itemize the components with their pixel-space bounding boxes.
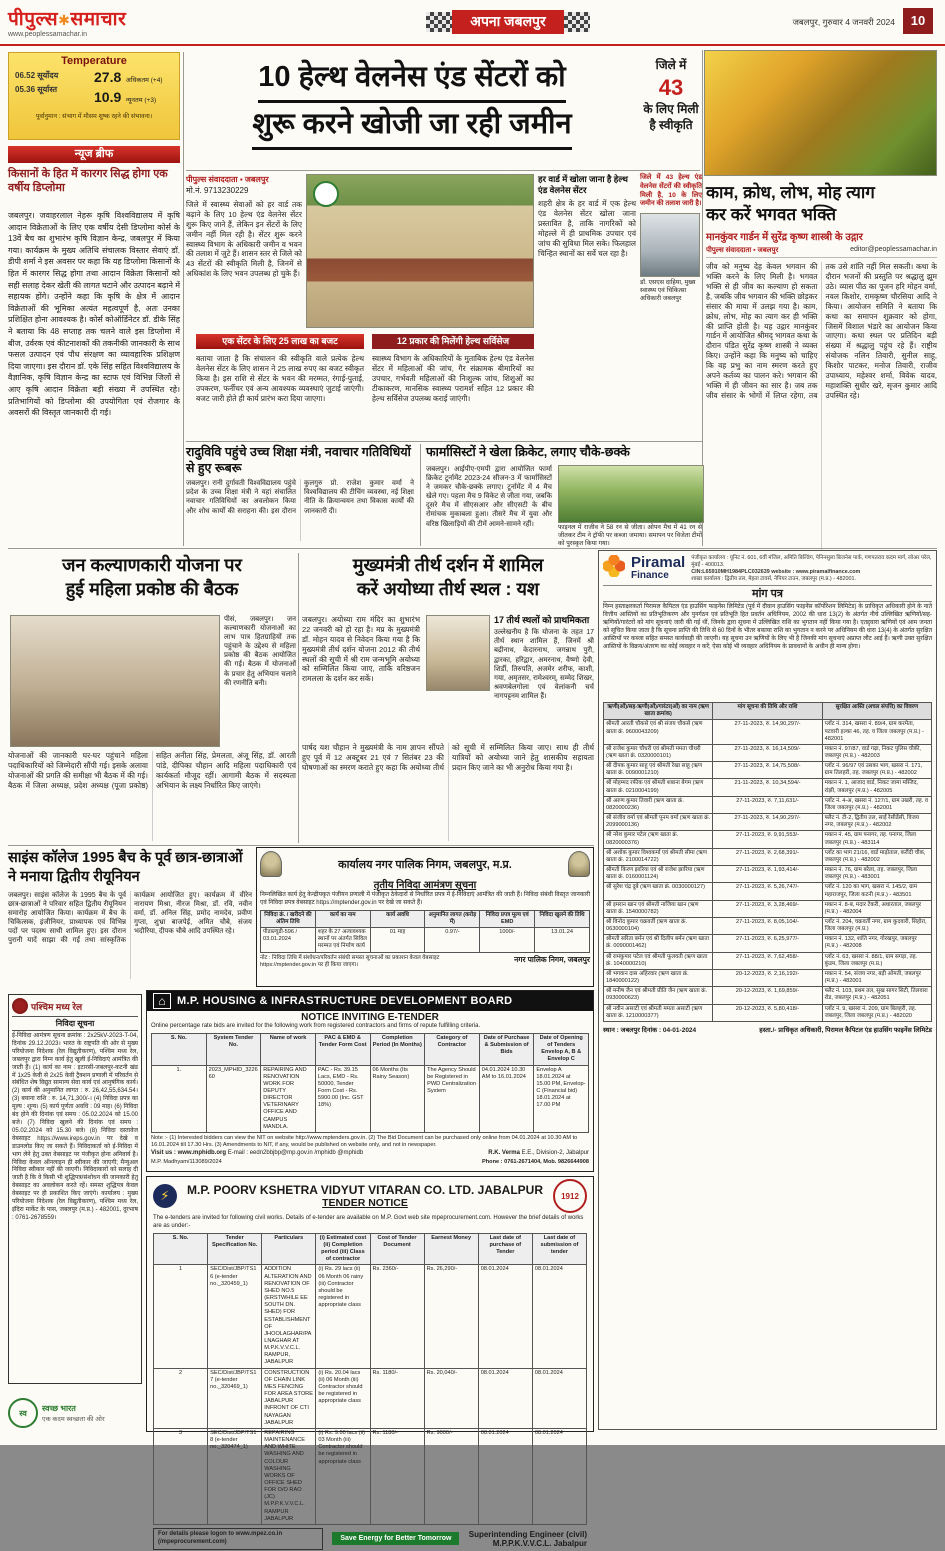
piramal-table-row	[604, 814, 932, 831]
official-quote-column	[640, 174, 702, 440]
piramal-table-row	[604, 900, 932, 917]
services-bar: 12 प्रकार की मिलेंगी हेल्थ सर्विसेज	[372, 334, 534, 349]
science-headline: साइंस कॉलेज 1995 बैच के पूर्व छात्र-छात्राओं ने मनाया द्वितीय रीयूनियन	[8, 850, 243, 885]
poorv-cell-sno: 2	[154, 1368, 208, 1428]
poorv-notice-title: TENDER NOTICE	[322, 1197, 408, 1209]
edition-dateline: जबलपुर, गुरुवार 4 जनवरी 2024	[792, 17, 895, 27]
piramal-cell-notice: 20-12-2023, रु. 2,16,192/-	[713, 969, 822, 986]
lead-byline-block	[186, 174, 302, 196]
bhagwat-katha-photo	[704, 50, 937, 176]
piramal-cell-property: प्लॉट नं. 9, खसरा नं. 209, ग्राम बिलहरी, तह. जबलपुर, जिला जबलपुर (म.प्र.) - 482020	[822, 1004, 931, 1021]
piramal-cell-property: प्लॉट नं. 4-अ, खसरा नं. 127/1, ग्राम उखरी, तह. व जिला जबलपुर (म.प्र.) - 482001	[822, 796, 931, 813]
poorv-cell-submit: 08.01.2024	[532, 1368, 586, 1428]
piramal-cell-notice: 27-11-2023, रु. 14,75,508/-	[713, 762, 822, 779]
piramal-cell-property: मकान नं. 54, संजय नगर, बड़ी ओमती, जबलपुर (म.प्र.) - 482001	[822, 969, 931, 986]
bhagwat-email: editor@peoplessamachar.in	[850, 246, 937, 254]
sunrise-time: 06.52 सूर्योदय	[15, 71, 59, 80]
piramal-table-row	[604, 779, 932, 796]
housing-visit: Visit us : www.mphidb.org	[151, 1150, 227, 1157]
poorv-cell-cost: Rs. 1180/-	[370, 1428, 424, 1524]
lead-headline	[186, 56, 638, 166]
poorv-table-header-cell: Particulars	[262, 1233, 316, 1265]
newspaper-logo	[8, 5, 188, 43]
nigam-table-header-cell: निविदा प्रपत्र मूल्य एवं EMD	[480, 910, 535, 927]
poorv-cell-purchase: 08.01.2024	[478, 1265, 532, 1368]
poorv-table-header-cell: Earnest Money	[424, 1233, 478, 1265]
official-caption: डॉ. एसएस दाहिया, मुख्य स्वास्थ्य एवं चिकित्सा अधिकारी जबलपुर	[640, 279, 696, 303]
poorv-table-header-cell: Last date of submission of tender	[532, 1233, 586, 1265]
checker-pattern-right	[564, 12, 590, 32]
swachh-bharat-icon: स्व	[8, 1398, 38, 1428]
piramal-cell-property: मकान नं. 97/87, वार्ड गढ़ा, निकट पुलिस चौकी, जबलपुर (म.प्र.) - 482003	[822, 744, 931, 761]
lead-headline-line2: शुरू करने खोजी जा रही जमीन	[252, 103, 571, 150]
sun-star-icon: ✱	[58, 12, 71, 28]
piramal-table-body	[604, 720, 932, 1021]
women-article	[8, 553, 296, 843]
piramal-table	[603, 702, 932, 1022]
yash-chauhan-photo	[426, 615, 490, 691]
piramal-cell-name: श्रीमती आरती चौकसे एवं श्री संजय चौकसे (ऋण खाता क्रं. 9600043209)	[604, 720, 713, 744]
housing-table-row	[152, 1065, 589, 1132]
housing-phone: Phone : 0761-2671404, Mob. 9826644908	[482, 1159, 589, 1166]
approval-note-number: 43	[658, 74, 684, 100]
official-quote: जिले में 43 हेल्थ एंड वेलनेस सेंटरों की स्वीकृति मिली है, 10 के लिए जमीन की तलाश जारी है।	[640, 174, 702, 208]
page-number-badge: 10	[903, 8, 933, 34]
housing-officer2: E.E., Division-2, Jabalpur	[521, 1150, 589, 1157]
wcr-logo-icon	[12, 998, 28, 1014]
women-body-side: पीसं, जबलपुर। जन कल्याणकारी योजनाओं का लाभ पात्र हितग्राहियों तक पहुंचाने के उद्देश्य से महिला प्रकोष्ठ की बैठक आयोजित की गई। बैठक में योजनाओं के प्रचार हेतु अभियान चलाने की रणनीति बनी।	[224, 616, 296, 687]
budget-bar: एक सेंटर के लिए 25 लाख का बजट	[196, 334, 364, 349]
piramal-table-row	[604, 952, 932, 969]
piramal-brand-1: Piramal	[631, 554, 686, 571]
poorv-table-header-cell: Cost of Tender Document	[370, 1233, 424, 1265]
piramal-cell-property: फ्लैट नं. टी-2, द्वितीय तल, साईं रेसीडेंसी, विजय नगर, जबलपुर (म.प्र.) - 482002	[822, 814, 931, 831]
nigam-table-header-cell: कार्य का नाम	[315, 910, 370, 927]
piramal-demand-title: मांग पत्र	[603, 585, 932, 602]
mphidb-logo-icon: ⌂	[153, 993, 171, 1009]
piramal-table-row	[604, 917, 932, 934]
bhagwat-headline-line1: काम, क्रोध, लोभ, मोह त्याग	[706, 183, 875, 202]
piramal-cell-property: प्लॉट नं. 204, चक्रवर्ती नगर, ग्राम कुदवारी, सिहोरा, जिला जबलपुर (म.प्र.)	[822, 917, 931, 934]
cm-list: उल्लेखनीय है कि योजना के तहत 17 तीर्थ स्थान शामिल हैं, जिनमें श्री बद्रीनाथ, केदारनाथ, जगन्नाथ पुरी, द्वारका, हरिद्वार, अमरनाथ, वैष्णो देवी, शिर्डी, तिरुपति, अजमेर शरीफ, काशी, गया, अमृतसर, रामेश्वरम्, सम्मेद शिखर, श्रवणबेलगोला एवं वेलांकनी चर्च नागपट्टनम शामिल हैं।	[494, 629, 594, 700]
nigam-table-header-cell: कार्य अवधि	[370, 910, 425, 927]
nigam-office-title: कार्यालय नगर पालिक निगम, जबलपुर, म.प्र.	[338, 858, 512, 871]
housing-madhyam: M.P. Madhyam/113089/2024	[151, 1159, 222, 1166]
poorv-cell-est: (i) Rs. 9.00 lacs (ii) 03 Month (iii) Contractor should be registered in appropriate class	[316, 1428, 370, 1524]
piramal-cell-notice: 27-11-2023, रु. 6,25,977/-	[713, 935, 822, 952]
poorv-table-header-cell: Last date of purchase of Tender	[478, 1233, 532, 1265]
cm-bottom: पार्षद यश चौहान ने मुख्यमंत्री के नाम ज्ञापन सौंपते हुए पूर्व में 12 अक्टूबर 21 एवं 7 सितंबर 23 की घोषणाओं का स्मरण कराते हुए कहा कि अयोध्या तीर्थ को सूची में सम्मिलित किया जाए। साथ ही तीर्थ यात्रियों को अयोध्या जाने हेतु शासकीय सहायता प्रदान किए जाने का भी अनुरोध किया गया है।	[302, 743, 594, 772]
piramal-cell-notice: 27-11-2023, रु. 3,28,469/-	[713, 900, 822, 917]
budget-body: बताया जाता है कि संचालन की स्वीकृति वाले प्रत्येक हेल्थ वेलनेस सेंटर के लिए शासन ने 25 लाख रुपए का बजट स्वीकृत किया है। इस राशि से सेंटर के भवन की मरम्मत, रंगाई-पुताई, उपकरण, फर्नीचर एवं अन्य आवश्यक व्यवस्थाएं जुटाई जाएंगी। बजट जारी होते ही कार्य प्रारंभ करा दिया जाएगा।	[196, 354, 364, 403]
max-temp: 27.8	[94, 69, 122, 85]
poorv-cell-cost: Rs. 1180/-	[370, 1368, 424, 1428]
est-1912-seal-icon: 1912	[553, 1179, 587, 1213]
piramal-cell-property: मकान नं. 1, आजाद वार्ड, निकट जामा मस्जिद, रांझी, जबलपुर (म.प्र.) - 482005	[822, 779, 931, 796]
housing-table-header-cell: S. No.	[152, 1033, 207, 1065]
logo-text	[8, 5, 188, 31]
poorv-cell-emd: Rs. 9000/-	[424, 1428, 478, 1524]
poorv-cell-purchase: 08.01.2024	[478, 1368, 532, 1428]
nigam-notice-title: तृतीय निविदा आमंत्रण सूचना	[373, 880, 477, 891]
bhagwat-headline	[706, 182, 937, 226]
housing-cell-tenderno: 2023_MPHID_322660	[206, 1065, 261, 1132]
cm-subhead: 17 तीर्थ स्थलों को प्राथमिकता	[494, 615, 590, 625]
piramal-address-2: CIN:L65910MH1984PLC032639 website : www.piramalfinance.com	[691, 569, 861, 576]
nigam-cell-period: 01 माह	[370, 928, 425, 952]
approval-note-pre: जिले में	[655, 58, 687, 72]
piramal-legal-text: निम्न हस्ताक्षरकर्ता पिरामल कैपिटल एंड हाउसिंग फाइनेंस लिमिटेड (पूर्व में दीवान हाउसिंग फाइनेंस कॉर्पोरेशन लिमिटेड) के प्राधिकृत अधिकारी होने के नाते वित्तीय आस्तियों का प्रतिभूतिकरण और पुनर्गठन एवं प्रतिभूति हित प्रवर्तन अधिनियम, 2002 की धारा 13(2) के अंतर्गत नीचे उल्लिखित ऋणियों/सह-ऋणियों/गारंटरों को मांग सूचनाएं जारी की गई थीं, जिनके द्वारा सूचना में उल्लिखित राशि का भुगतान नहीं किया गया है। एतद्द्वारा ऋणियों एवं आम जनता को सूचित किया जाता है कि सूचना प्राप्ति की तिथि से 60 दिनों के भीतर बकाया राशि का भुगतान न करने पर अधिनियम की धारा 13(4) के अंतर्गत सुरक्षित आस्तियों पर कब्जा सहित समस्त कार्यवाही की जाएगी। यह सूचना उन ऋणियों के लिए भी है जिनकी मांग सूचनाएं अप्राप्त लौट आई हैं। ऋणी उक्त सुरक्षित आस्तियों के विक्रय/अंतरण का कोई व्यवहार न करें; ऐसा कोई भी व्यवहार अधिनियम के प्रावधानों के अधीन ही मान्य होगा।	[603, 604, 932, 650]
poorv-sign1: Superintending Engineer (civil)	[468, 1529, 587, 1539]
poorv-cell-spec: SEC/Dist/JBP/TS17 (e-tender no._320469_1)	[208, 1368, 262, 1428]
housing-notice-title: NOTICE INVITING E-TENDER	[301, 1012, 439, 1023]
housing-table	[151, 1033, 589, 1133]
housing-cell-dates: 04.01.2024 10.30 AM to 16.01.2024	[479, 1065, 534, 1132]
official-portrait-photo	[640, 213, 700, 277]
piramal-cell-notice: 27-11-2023, रु. 16,14,509/-	[713, 744, 822, 761]
mahila-baithak-photo	[10, 615, 220, 747]
nigam-tender-box	[256, 847, 594, 987]
housing-social: /mphidb @mphidb	[314, 1150, 364, 1157]
piramal-cell-property: मकान नं. 132, शांति नगर, गोरखपुर, जबलपुर (म.प्र.) - 482008	[822, 935, 931, 952]
rdvv-article	[186, 445, 414, 546]
piramal-table-row	[604, 848, 932, 865]
poorv-table	[153, 1233, 587, 1525]
cm-right-column	[494, 615, 594, 737]
cm-tirth-article	[302, 553, 594, 843]
housing-board-title: M.P. HOUSING & INFRASTRUCTURE DEVELOPMENT BOARD	[177, 995, 513, 1007]
nigam-cell-no: पीडब्ल्यूडी-596 / 03.01.2024	[261, 928, 316, 952]
cricket-team-photo	[558, 465, 704, 523]
piramal-table-row	[604, 762, 932, 779]
piramal-table-header-row	[604, 703, 932, 720]
news-brief-section-header: न्यूज ब्रीफ	[8, 146, 180, 163]
bhagwat-byline: पीपुल्स संवाददाता ▪ जबलपुर	[706, 247, 779, 255]
news-brief-headline: किसानों के हित में कारगर सिद्ध होगा एक वर्षीय डिप्लोमा	[8, 168, 168, 194]
lead-body: जिले में स्वास्थ्य सेवाओं को हर वार्ड तक बढ़ाने के लिए 10 हेल्थ एंड वेलनेस सेंटर शुरू किए जाने हैं, लेकिन इन सेंटरों के लिए जमीन नहीं मिल रही है। सेंटर शुरू करने स्वास्थ्य विभाग के अधिकारी जमीन व भवन की तलाश में जुटे हैं। शासन स्तर से जिले को 43 सेंटरों की स्वीकृति मिली है, जिनमें से अधिकांश के लिए भवन उपलब्ध हो चुके हैं।	[186, 200, 302, 279]
poorv-cell-sno: 1	[154, 1265, 208, 1368]
edition-badge-group	[358, 10, 658, 34]
nigam-table-row	[261, 928, 590, 952]
nigam-cell-work: शहर के 27 अत्यावश्यक स्थानों पर अंतर्गत सिविल मरम्मत एवं निर्माण कार्य	[315, 928, 370, 952]
science-body: जबलपुर। साइंस कॉलेज के 1995 बैच के पूर्व छात्र-छात्राओं ने परिवार सहित द्वितीय रीयूनियन समारोह आयोजित किया। कार्यक्रम में बैच के चिकित्सक, इंजीनियर, प्राध्यापक एवं विभिन्न पदों पर पदस्थ साथी शामिल हुए। इस दौरान पुरानी यादें साझा की गईं तथा सांस्कृतिक कार्यक्रम आयोजित हुए। कार्यक्रम में वीरेन नारायण मिश्रा, नीरज मिश्रा, डॉ. रवि, नवीन वर्मा, डॉ. अनिल सिंह, प्रमोद नामदेव, प्रवीण गुप्ता, शुभ्रा बाजपेई, अमित चौबे, संजय भदौरिया, दीपक चौबे आदि उपस्थित रहे।	[8, 891, 252, 945]
cricket-headline: फार्मासिस्टों ने खेला क्रिकेट, लगाए चौके-छक्के	[426, 445, 630, 459]
science-article	[8, 849, 252, 987]
piramal-cell-notice: 27-11-2023, रु. 1,93,414/-	[713, 866, 822, 883]
swachh-line1: स्वच्छ भारत	[42, 1404, 76, 1413]
piramal-table-row	[604, 831, 932, 848]
poorv-footer-link: For details please logon to www.mpez.co.in (/mpeprocurement.com)	[153, 1528, 323, 1550]
bhagwat-body: जीव को मनुष्य देह केवल भगवान की भक्ति करने के लिए मिली है। भगवत भक्ति से ही जीव का कल्याण हो सकता है, जबकि जीव भगवान की भक्ति छोड़कर संसार की माया में उलझ गया है। काम, क्रोध, लोभ, मोह का त्याग कर ही भक्ति की प्राप्ति होती है। यह उद्गार मानकुंवर गार्डन में आयोजित श्रीमद् भागवत कथा के दौरान पंडित सुरेंद्र कृष्ण शास्त्री ने व्यक्त किए। उन्होंने कहा कि मनुष्य को चाहिए कि वह प्रभु का नाम स्मरण करते हुए अपने कर्तव्य का पालन करे। भगवान की भक्ति में ही जीवन का सार है। जब तक जीव संसार के भोगों में लिप्त रहेगा, तब तक उसे शांति नहीं मिल सकती। कथा के दौरान भजनों की प्रस्तुति पर श्रद्धालु झूम उठे। व्यास पीठ का पूजन हरि मोहन वर्मा, नवल किशोर, रामकृष्ण चौरसिया आदि ने किया। आयोजन समिति ने बताया कि कथा का समापन शुक्रवार को होगा, जिसमें विशाल भंडारे का आयोजन किया जाएगा। कथा स्थल पर प्रतिदिन बड़ी संख्या में श्रद्धालु पहुंच रहे हैं। राष्ट्रीय संयोजक नलिन तिवारी, सुनील साहू, किशोर पाटकर, मनोज तिवारी, राजीव उपाध्याय, महेश्वर शर्मा, विवेक यादव, महाशक्ति सुधीर खरे, सृजन कुमार आदि उपस्थित रहे।	[706, 262, 937, 400]
poorv-table-header-cell: S. No.	[154, 1233, 208, 1265]
nigam-signature: नगर पालिक निगम, जबलपुर	[514, 954, 590, 964]
nigam-table-header-cell: अनुमानित लागत (करोड़ में)	[425, 910, 480, 927]
ward-subhead: हर वार्ड में खोला जाना है हेल्थ एंड वेलनेस सेंटर	[538, 174, 628, 196]
housing-table-header-cell: Date of Purchase & Submission of Bids	[479, 1033, 534, 1065]
piramal-flower-icon	[603, 555, 625, 577]
piramal-table-header-cell: सुरक्षित आस्ति (अचल संपत्ति) का विवरण	[822, 703, 931, 720]
mpez-logo-icon: ⚡	[153, 1184, 177, 1208]
nigam-cell-emd: 1000/-	[480, 928, 535, 952]
nigam-table	[260, 910, 590, 953]
lead-headline-line1: 10 हेल्थ वेलनेस एंड सेंटरों को	[258, 56, 565, 103]
piramal-cell-property: प्लॉट का भाग 21/16, वार्ड माढ़ोताल, करौंदी चौक, जबलपुर (म.प्र.) - 482002	[822, 848, 931, 865]
rdvv-headline: रादुविवि पहुंचे उच्च शिक्षा मंत्री, नवाचार गतिविधियों से हुए रूबरू	[186, 445, 411, 475]
news-brief-body: जबलपुर। जवाहरलाल नेहरू कृषि विश्वविद्यालय में कृषि आदान विक्रेताओं के लिए एक वर्षीय देसी डिप्लोमा कोर्स के 13वें बैच का शुभारंभ कृषि विज्ञान केन्द्र, जबलपुर में किया गया। कार्यक्रम के मुख्य अतिथि संचालक विस्तार सेवाएं डॉ. डीपी शर्मा ने इस अवसर पर कहा कि यह डिप्लोमा किसानों के हित में कारगर सिद्ध होगा तथा आदान विक्रेता किसानों को सही सलाह देकर खेती की लागत घटाने और उत्पादन बढ़ाने में सहायक होंगे। उन्होंने कहा कि कृषि के क्षेत्र में आदान विक्रेताओं की भूमिका अत्यंत महत्वपूर्ण है, अतः उनका प्रशिक्षित होना आवश्यक है। कोर्स कोऑर्डिनेटर डॉ. डीके सिंह ने बताया कि 48 सप्ताह तक चलने वाले इस डिप्लोमा में बीज, उर्वरक एवं कीटनाशकों की तकनीकी जानकारी के साथ फसल उत्पादन एवं पौध संरक्षण का व्यावहारिक प्रशिक्षण दिया जाएगा। इस दौरान डॉ. एके सिंह सहित विश्वविद्यालय के वैज्ञानिक, कृषि विज्ञान केन्द्र का स्टाफ एवं विभिन्न जिलों से आए कृषि आदान विक्रेता बड़ी संख्या में उपस्थित रहे। प्रतिभागियों को डिप्लोमा की उपयोगिता एवं रोजगार के अवसरों की विस्तृत जानकारी दी गई।	[8, 211, 180, 418]
piramal-cell-property: प्लॉट नं. 96/97 एवं उसका भाग, खसरा नं. 171, ग्राम तिलहरी, तह. जबलपुर (म.प्र.) - 482002	[822, 762, 931, 779]
piramal-table-row	[604, 866, 932, 883]
piramal-cell-name: श्रीमती सरिता बर्मन एवं श्री दिलीप बर्मन (ऋण खाता क्रं. 0090001462)	[604, 935, 713, 952]
piramal-cell-name: श्री भगवान दास अहिरवार (ऋण खाता क्रं. 1840000122)	[604, 969, 713, 986]
women-headline	[8, 553, 296, 602]
railway-body: ई-निविदा आमंत्रण सूचना क्रमांक : 2x25kV-2023-T-04, दिनांक 29.12.2023। भारत के राष्ट्रपति की ओर से मुख्य परियोजना निदेशक (रेल विद्युतीकरण), पश्चिम मध्य रेल, जबलपुर द्वारा निम्न कार्य हेतु खुली ई-निविदाएं आमंत्रित की जाती हैं। (1) कार्य का नाम : इटारसी-जबलपुर-कटनी खंड में 1x25 केवी से 2x25 केवी ट्रैक्शन प्रणाली में परिवर्तन से संबंधित शेष विद्युत सामान्य सेवा कार्य एवं आनुषंगिक कार्य। (2) कार्य की अनुमानित लागत : रु. 26,42,55,634.54। (3) बयाना राशि : रु. 14,71,300/-। (4) निविदा प्रपत्र का मूल्य : शून्य। (5) कार्य पूर्णता अवधि : 09 माह। (6) निविदा बंद होने की दिनांक एवं समय : 05.02.2024 को 15.00 बजे। (7) निविदा खुलने की दिनांक एवं समय : 05.02.2024 को 15.30 बजे। (8) निविदा दस्तावेज वेबसाइट https://www.ireps.gov.in पर देखे व डाउनलोड किए जा सकते हैं। निविदाकर्ता को ई-निविदा में भाग लेने हेतु उक्त वेबसाइट पर पंजीकृत होना अनिवार्य है। निविदा केवल ऑनलाइन ही स्वीकार की जाएगी; मैन्युअल निविदा स्वीकार नहीं की जाएगी। निविदाकारों को सलाह दी जाती है कि वे किसी भी शुद्धिपत्र/संशोधन की जानकारी हेतु वेबसाइट का अवलोकन करते रहें। समस्त शुद्धिपत्र केवल वेबसाइट पर ही प्रकाशित किए जाएंगे। कार्यालय : मुख्य परियोजना निदेशक (रेल विद्युतीकरण), पश्चिम मध्य रेल, इंदिरा मार्केट के पास, जबलपुर (म.प्र.) - 482001, दूरभाष : 0761-2678559।	[12, 1033, 138, 1221]
housing-cell-sno: 1.	[152, 1065, 207, 1132]
nigam-note: नोट : निविदा तिथि में संशोधन/परिवर्तन संबंधी समस्त सूचनाओं का प्रकाशन केवल वेबसाइट https://mptender.gov.in पर ही किया जाएगा।	[260, 954, 440, 968]
nigam-table-body	[261, 928, 590, 952]
piramal-cell-notice: 27-11-2023, रु. 8,05,104/-	[713, 917, 822, 934]
piramal-table-row	[604, 720, 932, 744]
sunset-time: 05.36 सूर्यास्त	[15, 85, 58, 95]
piramal-cell-name: श्री अशोक कुमार विश्वकर्मा एवं श्रीमती सीमा (ऋण खाता क्रं. 2100014722)	[604, 848, 713, 865]
women-body-bottom: योजनाओं की जानकारी घर-घर पहुंचाने महिला पदाधिकारियों को जिम्मेदारी सौंपी गई। इसके अलावा योजनाओं की प्रगति की समीक्षा भी बैठक में की गई। बैठक में जिला अध्यक्ष, प्रदेश अध्यक्ष (पूजा प्रकोष्ठ) सहित अनीता सिंह, प्रेमलता, अंजू सिंह, डॉ. आरती पांडे, दीपिका चौहान आदि महिला पदाधिकारी एवं कार्यकर्ता मौजूद रहीं। आगामी बैठक में सदस्यता अभियान के लक्ष्य निर्धारित किए जाएंगे।	[8, 751, 296, 790]
poorv-table-row	[154, 1265, 587, 1368]
piramal-cell-name: श्री नवीन असाटी एवं श्रीमती ममता असाटी (ऋण खाता क्रं. 1210000377)	[604, 1004, 713, 1021]
lead-byline: पीपुल्स संवाददाता ▪ जबलपुर	[186, 175, 269, 184]
housing-cell-opening: Envelop A 18.01.2024 at 15.00 PM, Envelop-C (Financial bid) 18.01.2024 at 17.00 PM	[534, 1065, 589, 1132]
poorv-cell-est: (i) Rs. 29 lacs (ii) 06 Month 06 rainy (iii) Contractor should be registered in appropriate class	[316, 1265, 370, 1368]
housing-table-header-cell: Completion Period (In Months)	[370, 1033, 425, 1065]
piramal-cell-name: श्री राजेश कुमार चौधरी एवं श्रीमती ममता चौधरी (ऋण खाता क्रं. 0320000101)	[604, 744, 713, 761]
piramal-cell-notice: 27-11-2023, रु. 14,90,297/-	[713, 720, 822, 744]
poorv-cell-submit: 08.01.2024	[532, 1265, 586, 1368]
forecast-text: पूर्वानुमान : संभाग में मौसम शुष्क रहने की संभावना।	[35, 112, 153, 120]
piramal-cell-name: श्री इमरान खान एवं श्रीमती नाजिया खान (ऋण खाता क्रं. 1540000782)	[604, 900, 713, 917]
poorv-cell-work: CONSTRUCTION OF CHAIN LINK MES FENCING FOR AREA STORE JABALPUR INFRONT OF CTI NAYAGAN JABALPUR	[262, 1368, 316, 1428]
railway-tender-box	[8, 994, 142, 1384]
piramal-cell-name: श्री संजीव वर्मा एवं श्रीमती पूनम वर्मा (ऋण खाता क्रं. 2099000136)	[604, 814, 713, 831]
poorv-table-header-row	[154, 1233, 587, 1265]
piramal-table-header-cell: ऋणी(ओं)/सह-ऋणी(ओं)/गारंटर(ओं) का नाम (ऋण खाता क्रमांक)	[604, 703, 713, 720]
bhagwat-headline-line2: कर करें भगवत भक्ति	[706, 205, 837, 225]
masthead	[0, 0, 945, 46]
piramal-table-row	[604, 1004, 932, 1021]
bhagwat-subhead: मानकुंवर गार्डन में सुरेंद्र कृष्ण शास्त्री के उद्गार	[706, 232, 863, 244]
poorv-table-header-cell: (i) Estimated cost (ii) Completion period (iii) Class of contractor	[316, 1233, 370, 1265]
logo-word-1: पीपुल्स	[8, 9, 59, 30]
municipal-emblem-right-icon	[568, 851, 590, 877]
housing-table-header-cell: Date of Opening of Tenders Envelop A, B & Envelop C	[534, 1033, 589, 1065]
ward-subcolumn	[538, 174, 636, 436]
railway-notice-title: निविदा सूचना	[12, 1017, 138, 1031]
piramal-table-row	[604, 969, 932, 986]
poorv-table-body	[154, 1265, 587, 1524]
housing-table-body	[152, 1065, 589, 1132]
cricket-article	[426, 445, 702, 546]
piramal-cell-property: फ्लैट नं. 103, प्रथम तल, सुख सागर सिटी, तिलवारा रोड, जबलपुर (म.प्र.) - 482051	[822, 987, 931, 1004]
piramal-cell-name: श्री रामकुमार पटेल एवं श्रीमती फूलवती (ऋण खाता क्रं. 1040000210)	[604, 952, 713, 969]
min-temp: 10.9	[94, 88, 122, 105]
bhagwat-article	[706, 182, 937, 546]
poorv-cell-work: ADDITION ALTERATION AND RENOVATION OF SHED NO.5 (ERSTWHILE EE SOUTH DN. SHED) FOR ESTABLISHMENT OF JHOOLAGHAR/PALNAGHAR AT M.P.K.V.V.C.L. RAMPUR, JABALPUR	[262, 1265, 316, 1368]
piramal-brand-2: Finance	[631, 570, 669, 581]
poorv-cell-spec: SEC/Dist/JBP/TS18 (e-tender no._320474_1)	[208, 1428, 262, 1524]
temperature-title: Temperature	[61, 55, 127, 67]
services-body: स्वास्थ्य विभाग के अधिकारियों के मुताबिक हेल्थ एंड वेलनेस सेंटर में महिलाओं की जांच, गैर संक्रामक बीमारियों का उपचार, गर्भवती महिलाओं की निःशुल्क जांच, शिशुओं का टीकाकरण, मानसिक स्वास्थ्य परामर्श सहित 12 प्रकार की हेल्थ सर्विसेज उपलब्ध कराई जाएंगी।	[372, 354, 534, 403]
housing-table-header-cell: Name of work	[261, 1033, 316, 1065]
checker-pattern-left	[426, 12, 452, 32]
temperature-widget	[8, 52, 180, 140]
piramal-table-row	[604, 883, 932, 900]
municipal-emblem-left-icon	[260, 851, 282, 877]
poorv-table-header-cell: Tender Specification No.	[208, 1233, 262, 1265]
piramal-notice-box	[598, 550, 937, 1430]
edition-badge: अपना जबलपुर	[452, 10, 564, 34]
piramal-cell-property: प्लॉट नं. 120 का भाग, खसरा नं. 145/2, ग्राम महाराजपुर, जिला कटनी (म.प्र.) - 483501	[822, 883, 931, 900]
lead-phone: मो.नं. 9713230229	[186, 186, 249, 195]
housing-note: Note :- (1) Interested bidders can view the NIT on website http://www.mptenders.gov.in. (2) The Bid Document can be purchased only online from 04.01.2024 at 10.30 AM to 16.01.2024 till 17.30 Hrs. (3) Amendments to NIT, if any, would be published on website only, and not in newspaper.	[151, 1134, 578, 1149]
cm-headline-line1: मुख्यमंत्री तीर्थ दर्शन में शामिल	[352, 555, 544, 575]
piramal-table-row	[604, 987, 932, 1004]
housing-table-header-row	[152, 1033, 589, 1065]
min-temp-label: न्यूनतम (+3)	[125, 96, 157, 104]
piramal-cell-name: श्री मोहम्मद रफीक एवं श्रीमती शबाना बेगम (ऋण खाता क्रं. 0210004199)	[604, 779, 713, 796]
poorv-table-row	[154, 1428, 587, 1524]
poorv-cell-emd: Rs. 26,290/-	[424, 1265, 478, 1368]
nigam-cell-open: 13.01.24	[535, 928, 590, 952]
site-url: www.peoplessamachar.in	[8, 31, 87, 38]
swachh-line2: एक कदम स्वच्छता की ओर	[42, 1416, 105, 1423]
poorv-sign2: M.P.P.K.V.V.C.L. Jabalpur	[492, 1538, 587, 1548]
piramal-cell-notice: 27-11-2023, रु. 7,62,458/-	[713, 952, 822, 969]
housing-table-header-cell: System Tender No.	[206, 1033, 261, 1065]
piramal-cell-property: मकान नं. 76, ग्राम बरेला, तह. जबलपुर, जिला जबलपुर (म.प्र.) - 483001	[822, 866, 931, 883]
poorv-table-row	[154, 1368, 587, 1428]
railway-name: पश्चिम मध्य रेल	[31, 1001, 83, 1012]
max-temp-label: अधिकतम (+4)	[125, 77, 163, 84]
piramal-signature: हस्ता./- प्राधिकृत अधिकारी, पिरामल कैपिटल एंड हाउसिंग फाइनेंस लिमिटेड	[759, 1026, 932, 1034]
piramal-cell-name: श्री अरुण कुमार तिवारी (ऋण खाता क्रं. 0820000236)	[604, 796, 713, 813]
poorv-cell-emd: Rs. 20,040/-	[424, 1368, 478, 1428]
nigam-table-header-row	[261, 910, 590, 927]
poorv-cell-sno: 3	[154, 1428, 208, 1524]
housing-intro: Online percentage rate bids are invited for the following work from registered contractors and firms of repute fulfilling criteria.	[151, 1023, 481, 1029]
swachh-bharat-stamp	[8, 1390, 142, 1436]
women-headline-line1: जन कल्याणकारी योजना पर	[62, 555, 242, 575]
nigam-table-header-cell: निविदा क्रं. / खरीदने की अंतिम तिथि	[261, 910, 316, 927]
ayushman-logo-icon	[313, 181, 339, 207]
housing-email: E-mail : eedn2bbjbp@mp.gov.in	[227, 1150, 313, 1157]
piramal-cell-name: श्री सुरेश चंद्र दुबे (ऋण खाता क्रं. 0030000127)	[604, 883, 713, 900]
housing-cell-period: 06 Months (Its Rainy Season)	[370, 1065, 425, 1132]
poorv-company-title: M.P. POORV KSHETRA VIDYUT VITARAN CO. LTD. JABALPUR	[186, 1183, 544, 1197]
piramal-table-row	[604, 744, 932, 761]
piramal-cell-notice: 27-11-2023, रु. 9,91,553/-	[713, 831, 822, 848]
piramal-table-row	[604, 935, 932, 952]
piramal-cell-notice: 20-12-2023, रु. 5,80,418/-	[713, 1004, 822, 1021]
piramal-cell-name: श्रीमती किरण झारिया एवं श्री राजेश झारिया (ऋण खाता क्रं. 0160001124)	[604, 866, 713, 883]
cm-lead: जबलपुर। अयोध्या राम मंदिर का शुभारंभ 22 जनवरी को हो रहा है। मप्र के मुख्यमंत्री डॉ. मोहन यादव से निवेदन किया गया है कि मुख्यमंत्री तीर्थ दर्शन योजना 2012 की तीर्थ स्थलों की सूची में श्री राम जन्मभूमि अयोध्या को सम्मिलित किया जाए, ताकि वरिष्ठजन रामलला के दर्शन कर सकें।	[302, 615, 420, 684]
housing-cell-work: REPAIRING AND RENOVATION WORK FOR DEPUTY DIRECTOR VETERINARY OFFICE AND CAMPUS MANDLA.	[261, 1065, 316, 1132]
rdvv-body: जबलपुर। रानी दुर्गावती विश्वविद्यालय पहुंचे प्रदेश के उच्च शिक्षा मंत्री ने यहां संचालित नवाचार गतिविधियों का अवलोकन किया और शोध कार्यों की सराहना की। इस दौरान कुलगुरु प्रो. राजेश कुमार वर्मा ने विश्वविद्यालय की टीचिंग व्यवस्था, नई शिक्षा नीति के क्रियान्वयन तथा विकास कार्यों की जानकारी दी।	[186, 480, 414, 515]
piramal-address-1: पंजीकृत कार्यालय : यूनिट नं. 601, 6वीं मंजिल, अमिति बिल्डिंग, पेनिनसुला बिजनेस पार्क, गणपतराव कदम मार्ग, लोअर परेल, मुंबई - 400013.	[691, 555, 932, 569]
piramal-table-row	[604, 796, 932, 813]
poorv-intro: The e-tenders are invited for following civil works. Details of e-tender are available on M.P. Govt web site mpeprocurement.com. However the brief details of works are as under:-	[153, 1215, 584, 1229]
housing-cell-pac: PAC - Rs. 39.15 Lacs, EMD - Rs. 50000, Tender Form Cost - Rs. 5900.00 (Inc. GST 18%)	[315, 1065, 370, 1132]
housing-table-header-cell: PAC & EMD & Tender Form Cost	[315, 1033, 370, 1065]
piramal-cell-notice: 27-11-2023, रु. 7,11,631/-	[713, 796, 822, 813]
poorv-cell-est: (i) Rs. 20.04 lacs (ii) 06 Month (iii) Contractor should be registered in appropriate class	[316, 1368, 370, 1428]
poorv-cell-submit: 08.01.2024	[532, 1428, 586, 1524]
housing-table-header-cell: Category of Contractor	[425, 1033, 480, 1065]
piramal-table-header-cell: मांग सूचना की तिथि और राशि	[713, 703, 822, 720]
poorv-cell-spec: SEC/Dist/JBP/TS16 (e-tender no._320459_1)	[208, 1265, 262, 1368]
piramal-cell-name: श्री मनीष जैन एवं श्रीमती प्रीति जैन (ऋण खाता क्रं. 0930000623)	[604, 987, 713, 1004]
approval-side-note	[642, 58, 700, 168]
poorv-green-box: Save Energy for Better Tomorrow	[332, 1532, 459, 1545]
approval-note-post: के लिए मिली है स्वीकृति	[643, 102, 699, 132]
piramal-cell-property: मकान नं. 8-ब, मदार टेकरी, अधारताल, जबलपुर (म.प्र.) - 482004	[822, 900, 931, 917]
piramal-cell-name: श्री नरेश कुमार पटेल (ऋण खाता क्रं. 0820000376)	[604, 831, 713, 848]
piramal-place-date: स्थान : जबलपुर दिनांक : 04-01-2024	[603, 1026, 697, 1034]
logo-word-2: समाचार	[70, 9, 127, 30]
health-center-photo	[306, 174, 534, 328]
nigam-intro: निम्नलिखित कार्य हेतु केन्द्रीयकृत पंजीयन प्रणाली में पंजीकृत ठेकेदारों से निर्धारित प्रपत्र में ई-निविदाएं आमंत्रित की जाती हैं। निविदा संबंधी विस्तृत जानकारी एवं निविदा प्रपत्र वेबसाइट https://mptender.gov.in पर देखे जा सकते हैं।	[260, 892, 590, 906]
piramal-address-3: शाखा कार्यालय : द्वितीय तल, मेहता टावर्स, नेपियर टाउन, जबलपुर (म.प्र.) - 482001.	[691, 576, 856, 583]
piramal-cell-name: श्री विनोद कुमार चक्रवर्ती (ऋण खाता क्रं. 0630000104)	[604, 917, 713, 934]
women-headline-line2: हुई महिला प्रकोष्ठ की बैठक	[65, 579, 239, 600]
housing-officer: R.K. Verma	[488, 1150, 520, 1157]
cm-headline	[302, 553, 594, 602]
poorv-cell-purchase: 08.01.2024	[478, 1428, 532, 1524]
ward-body: शहरी क्षेत्र के हर वार्ड में एक हेल्थ एंड वेलनेस सेंटर खोला जाना प्रस्तावित है, ताकि नागरिकों को मोहल्ले में ही प्राथमिक उपचार एवं जांच की सुविधा मिल सके। फिलहाल चिन्हित स्थानों का सर्वे चल रहा है।	[538, 199, 636, 258]
poorv-cell-cost: Rs. 2360/-	[370, 1265, 424, 1368]
piramal-cell-notice: 20-12-2023, रु. 1,69,859/-	[713, 987, 822, 1004]
nigam-cell-cost: 0.97/-	[425, 928, 480, 952]
piramal-cell-name: श्री दीपक कुमार साहू एवं श्रीमती रेखा साहू (ऋण खाता क्रं. 0090001210)	[604, 762, 713, 779]
piramal-cell-property: प्लॉट नं. 63, खसरा नं. 88/1, ग्राम सगड़ा, तह. कुंडम, जिला जबलपुर (म.प्र.)	[822, 952, 931, 969]
piramal-cell-notice: 27-11-2023, रु. 5,26,747/-	[713, 883, 822, 900]
cricket-body: जबलपुर। आईपीए-एमपी द्वारा आयोजित फार्मा क्रिकेट टूर्नामेंट 2023-24 सीजन-3 में फार्मासिस्टों ने जमकर चौके-छक्के लगाए। टूर्नामेंट में 4 मैच खेले गए। पहला मैच 9 विकेट से जीता गया, जबकि दूसरे मैच में सीएसआर और सीएसटी के बीच रोमांचक मुकाबला हुआ। तीसरे मैच में युवा और वरिष्ठ खिलाड़ियों की टीमें आमने-सामने रहीं।	[426, 466, 552, 528]
poorv-cell-work: REPAIRING MAINTENANCE AND WHITE WASHING AND COLOUR WASHING WORKS OF OFFICE SHED FOR O/O RAO (JC) M.P.P.K.V.V.C.L. RAMPUR JABALPUR	[262, 1428, 316, 1524]
poorv-tender-box	[146, 1176, 594, 1548]
piramal-cell-property: मकान नं. 45, ग्राम पनागर, तह. पनागर, जिला जबलपुर (म.प्र.) - 483114	[822, 831, 931, 848]
piramal-cell-property: प्लॉट नं. 314, खसरा नं. 89/4, ग्राम करमेता, पटवारी हल्का 46, तह. व जिला जबलपुर (म.प्र.) - 482001	[822, 720, 931, 744]
piramal-cell-notice: 21-11-2023, रु. 10,34,594/-	[713, 779, 822, 796]
cm-headline-line2: करें अयोध्या तीर्थ स्थल : यश	[356, 579, 540, 600]
housing-cell-category: The Agency Should be Registered in PWD Centralization System	[425, 1065, 480, 1132]
nigam-table-header-cell: निविदा खुलने की तिथि	[535, 910, 590, 927]
piramal-cell-notice: 27-11-2023, रु. 14,90,297/-	[713, 814, 822, 831]
piramal-cell-notice: 27-11-2023, रु. 2,68,391/-	[713, 848, 822, 865]
cricket-photo-note: फाइनल में राजीव ने 58 रन से जीता। ओपन मैच में 41 रन से जीतकर टीम ने ट्रॉफी पर कब्जा जमाया। समापन पर विजेता टीमों को पुरस्कृत किया गया।	[558, 524, 702, 547]
housing-tender-box	[146, 990, 594, 1172]
